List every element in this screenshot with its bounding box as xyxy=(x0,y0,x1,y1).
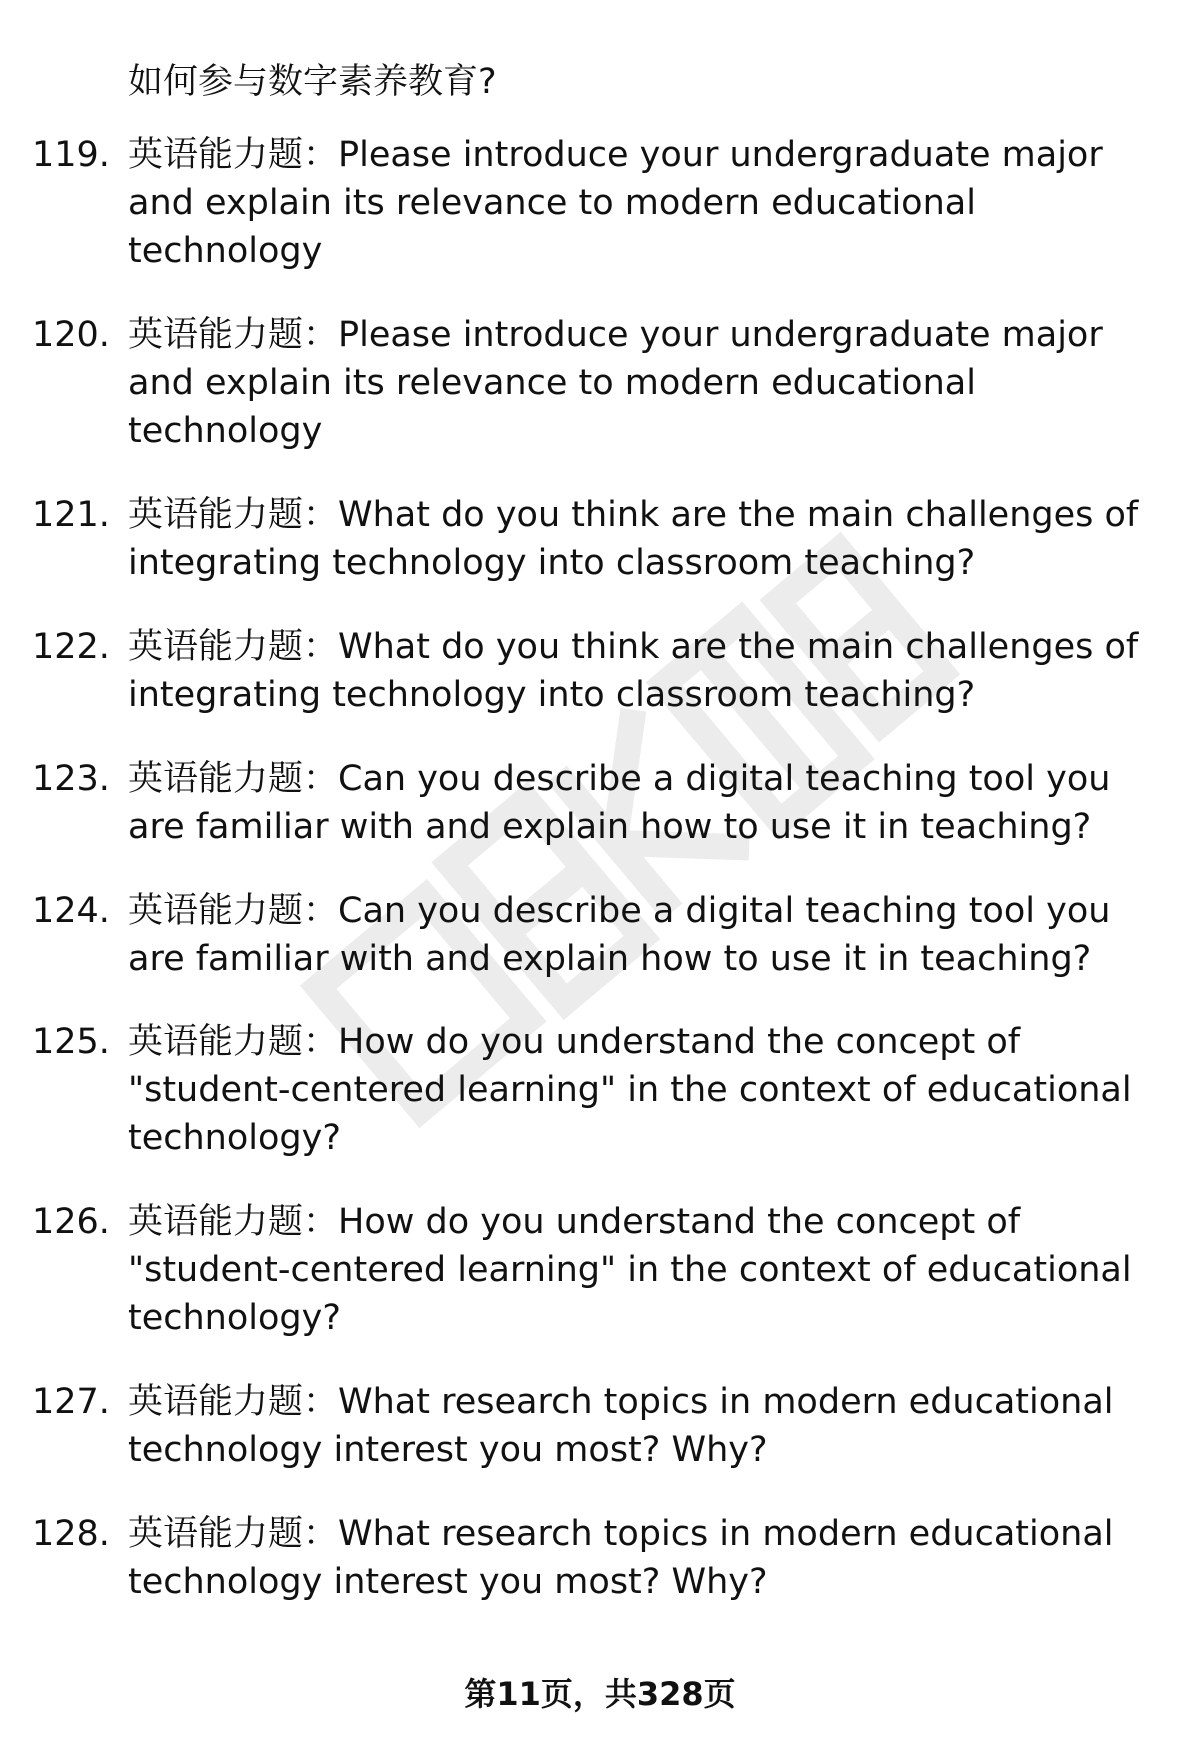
page-footer: 第11页，共328页 xyxy=(464,1675,736,1713)
item-text: 英语能力题：How do you understand the concept of "student-centered learning" in the context of educational technology? xyxy=(128,1022,1132,1158)
item-number: 120. xyxy=(32,315,110,355)
item-number: 126. xyxy=(32,1202,110,1242)
item-text: 英语能力题：What do you think are the main challenges of integrating technology into classroom teaching? xyxy=(128,627,1139,715)
item-number: 127. xyxy=(32,1382,110,1422)
item-text: 英语能力题：Can you describe a digital teaching tool you are familiar with and explain how to use it in teaching? xyxy=(128,759,1111,847)
item-text: 英语能力题：How do you understand the concept of "student-centered learning" in the context of educational technology? xyxy=(128,1202,1132,1338)
item-number: 122. xyxy=(32,627,110,667)
item-text: 英语能力题：What research topics in modern educational technology interest you most? Why? xyxy=(128,1514,1114,1602)
item-text: 英语能力题：Please introduce your undergraduate major and explain its relevance to modern educational technology xyxy=(128,135,1103,271)
item-number: 128. xyxy=(32,1514,110,1554)
item-text: 英语能力题：What do you think are the main challenges of integrating technology into classroom teaching? xyxy=(128,495,1139,583)
item-number: 125. xyxy=(32,1022,110,1062)
item-number: 119. xyxy=(32,135,110,175)
continued-question-text: 如何参与数字素养教育? xyxy=(128,62,497,102)
item-text: 英语能力题：What research topics in modern educational technology interest you most? Why? xyxy=(128,1382,1114,1470)
item-text: 英语能力题：Please introduce your undergraduate major and explain its relevance to modern educational technology xyxy=(128,315,1103,451)
item-number: 123. xyxy=(32,759,110,799)
item-text: 英语能力题：Can you describe a digital teaching tool you are familiar with and explain how to use it in teaching? xyxy=(128,891,1111,979)
item-number: 124. xyxy=(32,891,110,931)
item-number: 121. xyxy=(32,495,110,535)
